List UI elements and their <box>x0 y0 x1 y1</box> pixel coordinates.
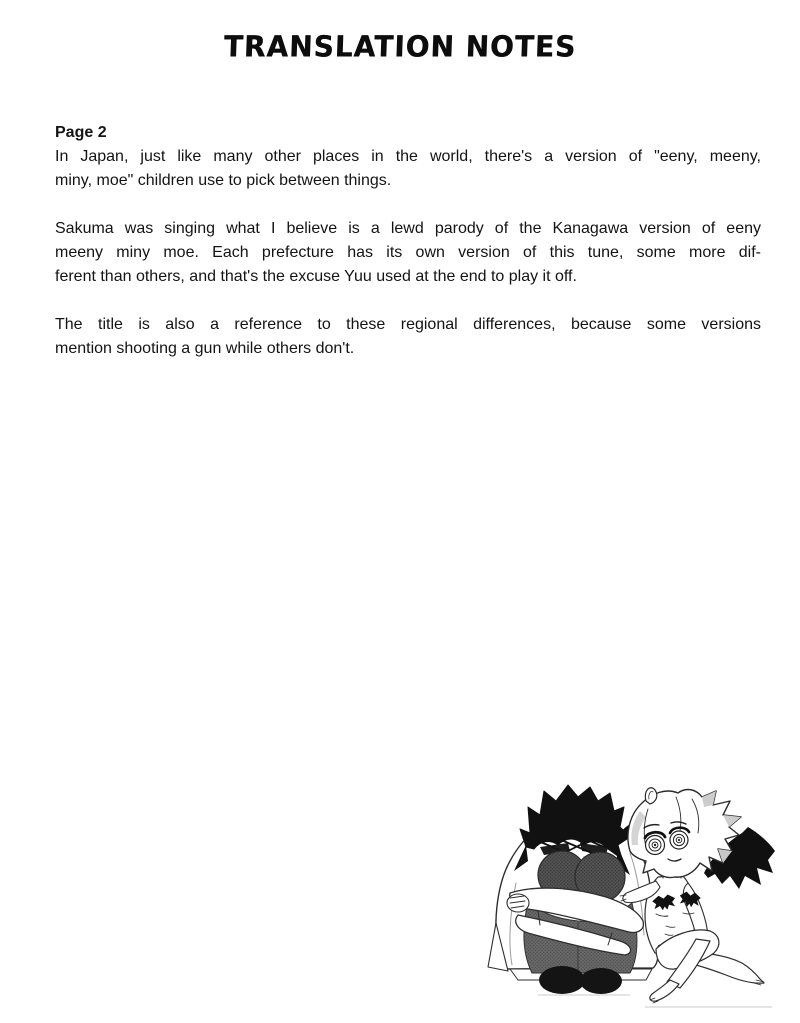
page-title: TRANSLATION NOTES <box>223 29 577 64</box>
paragraph-2 <box>55 217 761 289</box>
paragraph-1 <box>55 121 761 193</box>
text-line: Sakuma was singing what I believe is a lewd parody of the Kanagawa version of eeny <box>55 220 761 237</box>
page-heading: Page 2 <box>55 124 107 141</box>
text-line: The title is also a reference to these regional differences, because some versions <box>55 316 761 333</box>
text-line: meeny miny moe. Each prefecture has its own version of this tune, some more dif- <box>55 244 761 261</box>
paragraph-3 <box>55 313 761 361</box>
notes-section <box>55 121 761 385</box>
text-line: ferent than others, and that's the excuse Yuu used at the end to play it off. <box>55 268 577 285</box>
text-line: In Japan, just like many other places in the world, there's a version of "eeny, meeny, <box>55 148 761 165</box>
text-line: miny, moe" children use to pick between things. <box>55 172 392 189</box>
manga-illustration <box>480 783 800 1023</box>
text-line: mention shooting a gun while others don't. <box>55 340 355 357</box>
